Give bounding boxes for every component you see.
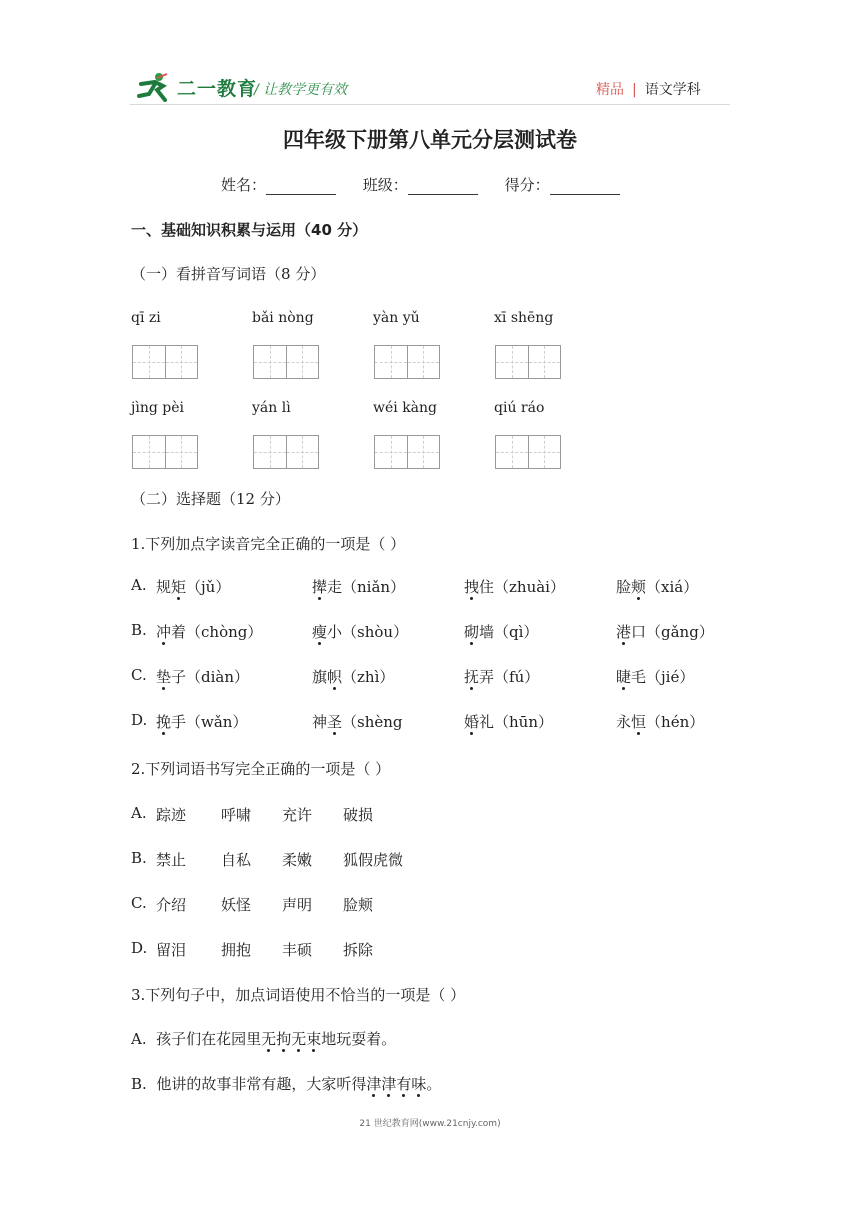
option-letter: B. — [131, 1075, 147, 1093]
item-pre: 永 — [616, 713, 632, 731]
option-item — [464, 576, 565, 597]
sentence-pre: 孩子们在花园里 — [156, 1030, 262, 1048]
subject-label: 语文学科 — [644, 82, 701, 98]
dotted-char: 砌 — [464, 623, 480, 641]
option-word: 留泪 — [156, 941, 187, 959]
writing-grid[interactable] — [495, 345, 561, 379]
option-word: 自私 — [221, 851, 252, 869]
option-word: 丰硕 — [282, 941, 313, 959]
option-word: 脸颊 — [343, 896, 374, 914]
option-word: 破损 — [343, 806, 374, 824]
pinyin-label: wéi kàng — [373, 400, 438, 416]
page-title: 四年级下册第八单元分层测试卷 — [283, 127, 577, 152]
dotted-char: 无 — [261, 1030, 277, 1048]
name-blank[interactable] — [266, 179, 336, 195]
brand-label: 精品 — [596, 82, 624, 98]
section-heading: 一、基础知识积累与运用（40 分） — [131, 221, 368, 239]
item-post: 弄（fú） — [479, 668, 540, 686]
item-post: 毛（jié） — [631, 668, 695, 686]
dotted-char: 垫 — [156, 668, 172, 686]
option-item — [156, 621, 262, 642]
item-post: 小（shòu） — [327, 623, 409, 641]
item-post: 走（niǎn） — [327, 578, 406, 596]
dotted-char: 味 — [411, 1075, 427, 1093]
item-pre: 规 — [156, 578, 172, 596]
pinyin-label: bǎi nòng — [252, 310, 314, 326]
q3-stem: 3.下列句子中，加点词语使用不恰当的一项是（ ） — [131, 986, 466, 1004]
item-post: 墙（qì） — [479, 623, 539, 641]
dotted-char: 拘 — [276, 1030, 292, 1048]
option-item — [464, 711, 553, 732]
item-post: 手（wǎn） — [171, 713, 248, 731]
dotted-char: 颊 — [631, 578, 647, 596]
option-letter[interactable]: A. — [131, 576, 147, 594]
item-pre: 神 — [312, 713, 328, 731]
pinyin-label: yán lì — [252, 400, 291, 416]
dotted-char: 束 — [306, 1030, 322, 1048]
option-letter: A. — [131, 1030, 147, 1048]
option-word: 充许 — [282, 806, 313, 824]
item-post: 着（chòng） — [171, 623, 263, 641]
dotted-char: 婚 — [464, 713, 480, 731]
item-post: （hén） — [646, 713, 705, 731]
option-word: 柔嫩 — [282, 851, 313, 869]
pinyin-label: xī shēng — [494, 310, 554, 326]
option-item — [156, 576, 230, 597]
option-letter[interactable]: B. — [131, 849, 147, 867]
sentence-pre: 他讲的故事非常有趣，大家听得 — [156, 1075, 367, 1093]
score-blank[interactable] — [550, 179, 620, 195]
option-item — [464, 621, 538, 642]
item-post: 住（zhuài） — [479, 578, 565, 596]
option-item — [616, 711, 704, 732]
writing-grid[interactable] — [132, 345, 198, 379]
class-label: 班级： — [362, 176, 408, 194]
dotted-char: 睫 — [616, 668, 632, 686]
q3-option-a[interactable] — [131, 1028, 396, 1049]
pinyin-label: yàn yǔ — [373, 310, 420, 326]
q2-stem: 2.下列词语书写完全正确的一项是（ ） — [131, 760, 391, 778]
option-item — [156, 666, 249, 687]
sentence-post: 地玩耍着。 — [321, 1030, 397, 1048]
option-word: 禁止 — [156, 851, 187, 869]
item-post: （xiá） — [646, 578, 699, 596]
item-post: 口（gǎng） — [631, 623, 714, 641]
dotted-char: 港 — [616, 623, 632, 641]
option-word: 狐假虎微 — [343, 851, 404, 869]
score-label: 得分： — [504, 176, 550, 194]
dotted-char: 恒 — [631, 713, 647, 731]
writing-grid[interactable] — [253, 435, 319, 469]
pinyin-label: jìng pèi — [131, 400, 184, 416]
option-letter[interactable]: D. — [131, 939, 148, 957]
dotted-char: 矩 — [171, 578, 187, 596]
dotted-char: 津 — [381, 1075, 397, 1093]
name-label: 姓名： — [221, 176, 267, 194]
option-item — [312, 711, 403, 732]
header-divider — [130, 104, 730, 105]
runner-icon — [137, 72, 173, 102]
dotted-char: 挽 — [156, 713, 172, 731]
item-post: 子（diàn） — [171, 668, 250, 686]
dotted-char: 冲 — [156, 623, 172, 641]
option-word: 介绍 — [156, 896, 187, 914]
option-word: 拥抱 — [221, 941, 252, 959]
option-word: 踪迹 — [156, 806, 187, 824]
class-blank[interactable] — [408, 179, 478, 195]
dotted-char: 圣 — [327, 713, 343, 731]
dotted-char: 瘦 — [312, 623, 328, 641]
option-letter[interactable]: D. — [131, 711, 148, 729]
q3-option-b[interactable] — [131, 1073, 441, 1094]
dotted-char: 抚 — [464, 668, 480, 686]
q1-stem: 1.下列加点字读音完全正确的一项是（ ） — [131, 535, 406, 553]
brand — [596, 79, 701, 99]
option-word: 妖怪 — [221, 896, 252, 914]
dotted-char: 帜 — [327, 668, 343, 686]
item-post: 礼（hūn） — [479, 713, 553, 731]
writing-grid[interactable] — [374, 435, 440, 469]
option-item — [616, 666, 694, 687]
item-pre: 旗 — [312, 668, 328, 686]
dotted-char: 津 — [366, 1075, 382, 1093]
part2-heading: （二）选择题（12 分） — [131, 490, 290, 508]
logo-text: 二一教育 — [177, 77, 258, 100]
writing-grid[interactable] — [132, 435, 198, 469]
slogan: / 让教学更有效 — [254, 82, 348, 98]
writing-grid[interactable] — [495, 435, 561, 469]
option-item — [616, 576, 698, 597]
pinyin-label: qiú ráo — [494, 400, 545, 416]
item-post: （zhì） — [342, 668, 395, 686]
option-item — [616, 621, 714, 642]
logo — [137, 72, 257, 102]
sentence-post: 。 — [426, 1075, 442, 1093]
option-word: 呼啸 — [221, 806, 252, 824]
footer: 21 世纪教育网(www.21cnjy.com) — [359, 1119, 501, 1129]
option-item — [156, 711, 247, 732]
item-post: （shèng — [342, 713, 403, 731]
writing-grid[interactable] — [374, 345, 440, 379]
option-item — [312, 576, 405, 597]
item-post: （jǔ） — [186, 578, 231, 596]
part1-heading: （一）看拼音写词语（8 分） — [131, 265, 326, 283]
dotted-char: 无 — [291, 1030, 307, 1048]
writing-grid[interactable] — [253, 345, 319, 379]
dotted-char: 有 — [396, 1075, 412, 1093]
option-item — [312, 666, 394, 687]
option-letter[interactable]: C. — [131, 894, 147, 912]
item-pre: 脸 — [616, 578, 632, 596]
info-fields — [221, 174, 620, 195]
option-letter[interactable]: B. — [131, 621, 147, 639]
option-word: 声明 — [282, 896, 313, 914]
option-item — [464, 666, 539, 687]
option-word: 拆除 — [343, 941, 374, 959]
option-letter[interactable]: C. — [131, 666, 147, 684]
dotted-char: 撵 — [312, 578, 328, 596]
option-item — [312, 621, 408, 642]
pinyin-label: qī zi — [131, 310, 161, 326]
dotted-char: 拽 — [464, 578, 480, 596]
option-letter[interactable]: A. — [131, 804, 147, 822]
brand-separator: | — [632, 82, 637, 98]
